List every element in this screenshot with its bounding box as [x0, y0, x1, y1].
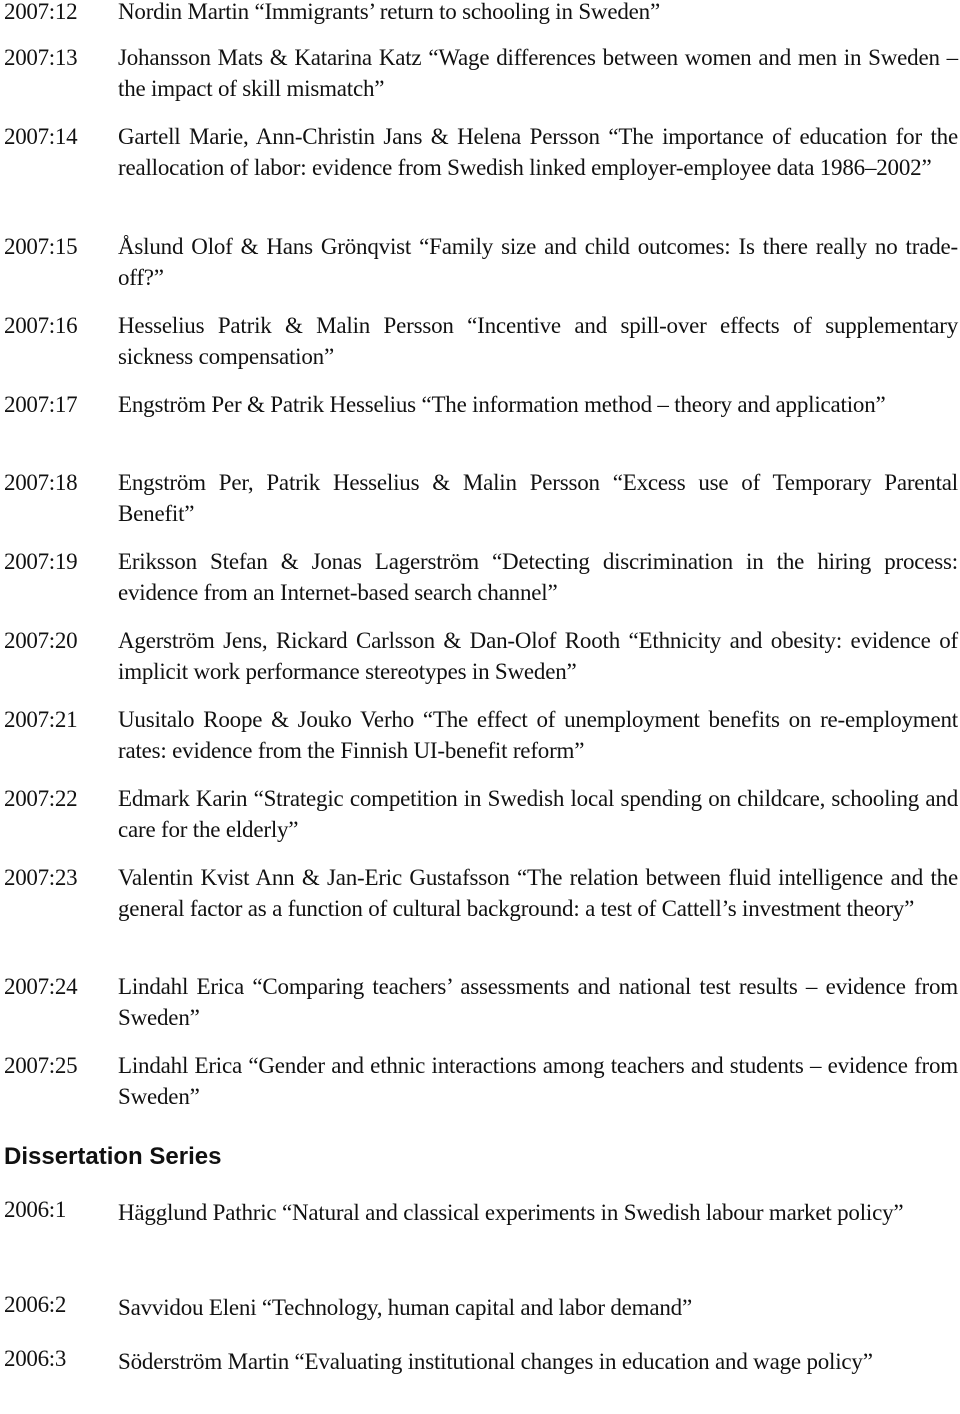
paper-number: 2007:21: [4, 707, 78, 732]
dissertation-number: 2006:2: [4, 1292, 67, 1317]
section-heading: Dissertation Series: [4, 1143, 222, 1170]
paper-citation: Valentin Kvist Ann & Jan-Eric Gustafsson “The relation between fluid intelligence and the general factor as a function of cultural background: a test of Cattell’s investment theory”: [118, 865, 958, 921]
dissertation-citation: Savvidou Eleni “Technology, human capital and labor demand”: [118, 1295, 692, 1320]
paper-number: 2007:22: [4, 786, 78, 811]
paper-citation: Lindahl Erica “Gender and ethnic interactions among teachers and students – evidence from Sweden”: [118, 1053, 958, 1109]
paper-number: 2007:13: [4, 45, 78, 70]
paper-citation: Johansson Mats & Katarina Katz “Wage differences between women and men in Sweden – the impact of skill mismatch”: [118, 45, 958, 101]
paper-citation: Engström Per, Patrik Hesselius & Malin Persson “Excess use of Temporary Parental Benefit”: [118, 470, 958, 526]
paper-number: 2007:23: [4, 865, 78, 890]
paper-number: 2007:14: [4, 124, 78, 149]
paper-number: 2007:20: [4, 628, 78, 653]
paper-number: 2007:25: [4, 1053, 78, 1078]
dissertation-number: 2006:1: [4, 1197, 67, 1222]
paper-number: 2007:19: [4, 549, 78, 574]
paper-citation: Uusitalo Roope & Jouko Verho “The effect of unemployment benefits on re-employment rates: evidence from the Finnish UI-benefit reform”: [118, 707, 958, 763]
paper-citation: Lindahl Erica “Comparing teachers’ assessments and national test results – evidence from Sweden”: [118, 974, 958, 1030]
paper-number: 2007:15: [4, 234, 78, 259]
paper-number: 2007:18: [4, 470, 78, 495]
paper-number: 2007:16: [4, 313, 78, 338]
paper-citation: Hesselius Patrik & Malin Persson “Incentive and spill-over effects of supplementary sickness compensation”: [118, 313, 958, 369]
paper-number: 2007:24: [4, 974, 78, 999]
paper-citation: Eriksson Stefan & Jonas Lagerström “Detecting discrimination in the hiring process: evidence from an Internet-based search channel”: [118, 549, 958, 605]
paper-number: 2007:12: [4, 0, 78, 24]
paper-citation: Edmark Karin “Strategic competition in Swedish local spending on childcare, schooling and care for the elderly”: [118, 786, 958, 842]
dissertation-citation: Hägglund Pathric “Natural and classical experiments in Swedish labour market policy”: [118, 1200, 904, 1225]
paper-citation: Engström Per & Patrik Hesselius “The information method – theory and application”: [118, 392, 886, 417]
paper-citation: Nordin Martin “Immigrants’ return to schooling in Sweden”: [118, 0, 660, 24]
paper-citation: Åslund Olof & Hans Grönqvist “Family size and child outcomes: Is there really no trade-off?”: [118, 234, 958, 290]
dissertation-citation: Söderström Martin “Evaluating institutional changes in education and wage policy”: [118, 1349, 873, 1374]
paper-citation: Agerström Jens, Rickard Carlsson & Dan-Olof Rooth “Ethnicity and obesity: evidence of implicit work performance stereotypes in Sweden”: [118, 628, 958, 684]
paper-number: 2007:17: [4, 392, 78, 417]
paper-citation: Gartell Marie, Ann-Christin Jans & Helena Persson “The importance of education for the reallocation of labor: evidence from Swedish linked employer-employee data 1986–2002”: [118, 124, 958, 180]
dissertation-number: 2006:3: [4, 1346, 67, 1371]
